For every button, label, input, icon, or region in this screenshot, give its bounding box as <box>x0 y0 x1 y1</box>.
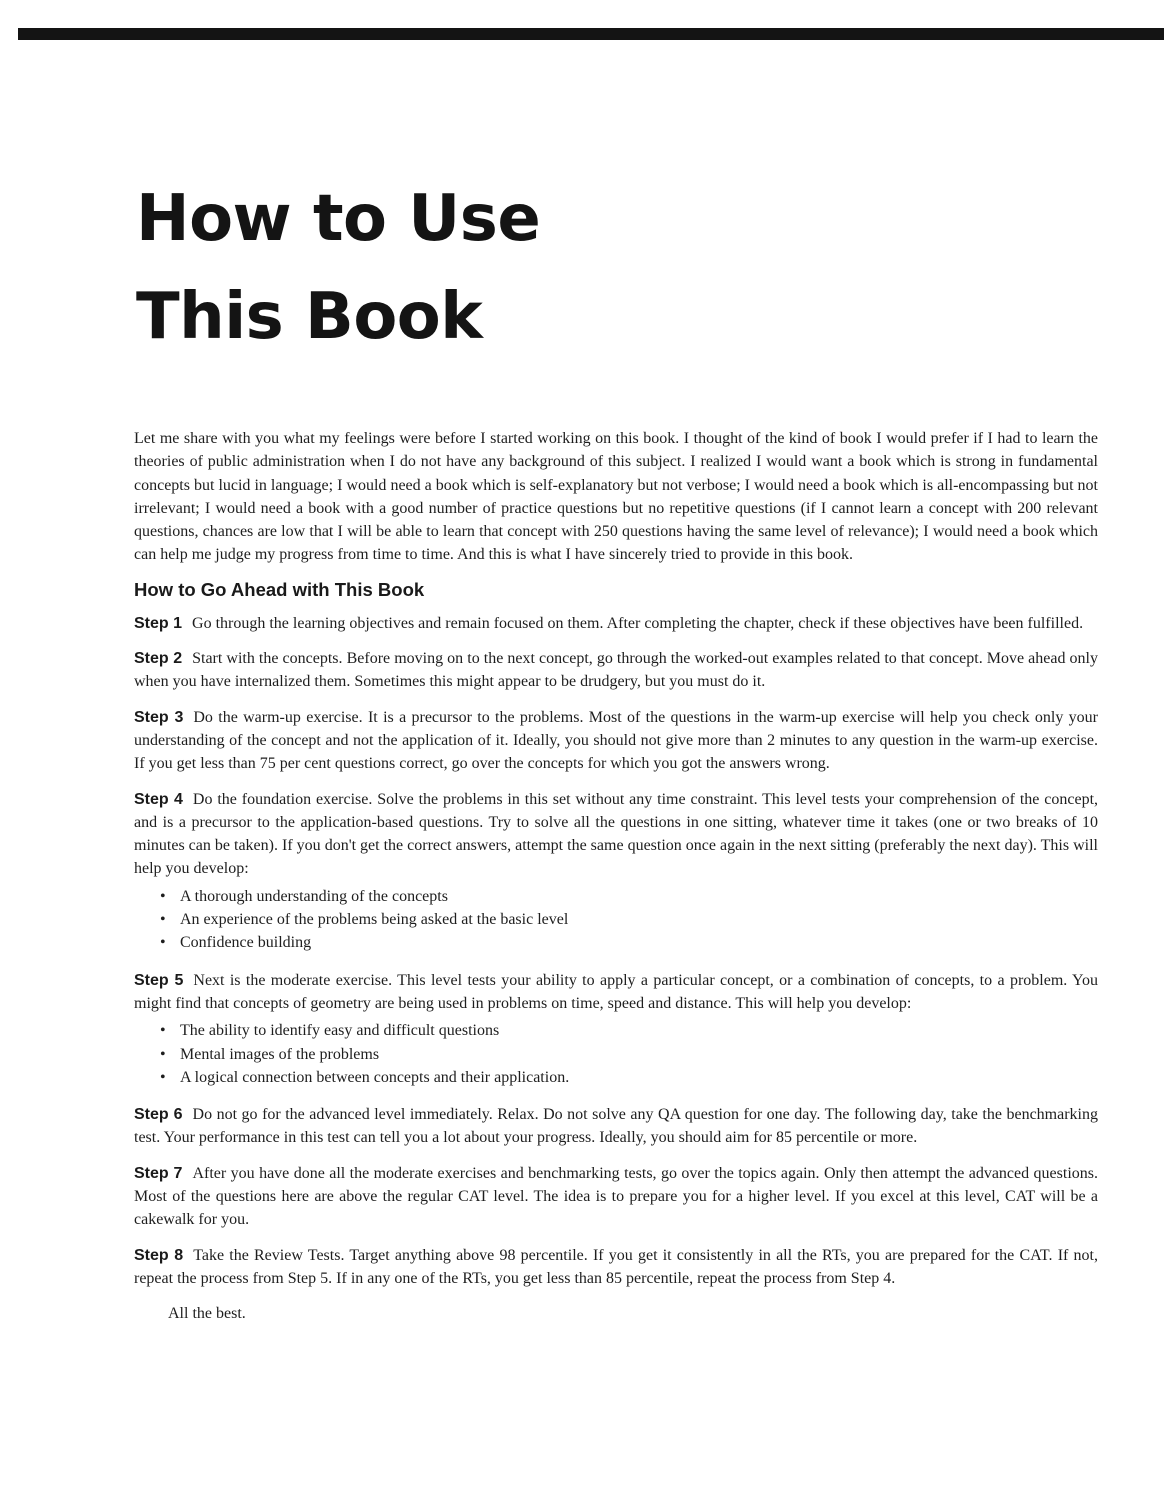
bullet-icon: • <box>160 1068 166 1086</box>
top-rule <box>18 28 1164 40</box>
list-item <box>160 1043 1098 1066</box>
list-item <box>160 931 1098 954</box>
list-item <box>160 885 1098 908</box>
list-item <box>160 908 1098 931</box>
step-label: Step 3 <box>134 708 184 726</box>
step-text: Do the warm-up exercise. It is a precursor to the problems. Most of the questions in the warm-up exercise will help you check only your understanding of the concept and not the application of it. Ideally, you should not give more than 2 minutes to any question in the warm-up exercise. If you get less than 75 per cent questions correct, go over the concepts for which you got the answers wrong. <box>134 708 1099 773</box>
list-item-text: A logical connection between concepts and their application. <box>180 1068 570 1086</box>
step-label: Step 6 <box>134 1106 183 1124</box>
step-6 <box>134 1103 1098 1150</box>
closing-line: All the best. <box>168 1305 246 1323</box>
step-label: Step 2 <box>134 650 183 668</box>
list-item-text: Confidence building <box>180 934 312 952</box>
bullet-icon: • <box>160 1022 166 1040</box>
step-1 <box>134 612 1098 635</box>
step-label: Step 1 <box>134 614 183 632</box>
bullet-icon: • <box>160 911 166 929</box>
list-item-text: A thorough understanding of the concepts <box>180 887 448 905</box>
step-text: Do not go for the advanced level immediately. Relax. Do not solve any QA question for one day. The following day, take the benchmarking test. Your performance in this test can tell you a lot about your progress. Ideally, you should aim for 85 percentile or more. <box>134 1106 1099 1147</box>
bullet-icon: • <box>160 887 166 905</box>
step-text: Do the foundation exercise. Solve the problems in this set without any time constraint. This level tests your comprehension of the concept, and is a precursor to the application-based questions. Try to solve all the questions in one sitting, whatever time it takes (one or two breaks of 10 minutes can be taken). If you don't get the correct answers, attempt the same question once again in the next sitting (preferably the next day). This will help you develop: <box>134 790 1099 878</box>
bullet-icon: • <box>160 1045 166 1063</box>
step-7 <box>134 1162 1098 1232</box>
bullet-icon: • <box>160 934 166 952</box>
step-text: Go through the learning objectives and remain focused on them. After completing the chapter, check if these objectives have been fulfilled. <box>192 614 1084 632</box>
intro-paragraph: Let me share with you what my feelings were before I started working on this book. I thought of the kind of book I would prefer if I had to learn the theories of public administration when I do not have any background of this subject. I realized I would want a book which is strong in fundamental concepts but lucid in language; I would need a book which is self-explanatory but not verbose; I would need a book which is all-encompassing but not irrelevant; I would need a book with a good number of practice questions but no repetitive questions (if I cannot learn a concept with 200 relevant questions, chances are low that I will be able to learn that concept with 250 questions having the same level of relevance); I would need a book which can help me judge my progress from time to time. And this is what I have sincerely tried to provide in this book. <box>134 430 1098 564</box>
step-label: Step 5 <box>134 971 184 989</box>
step-5 <box>134 969 1098 1016</box>
step-text: Next is the moderate exercise. This level tests your ability to apply a particular concept, or a combination of concepts, to a problem. You might find that concepts of geometry are being used in problems on time, speed and distance. This will help you develop: <box>134 971 1099 1012</box>
step-2 <box>134 647 1098 694</box>
section-heading: How to Go Ahead with This Book <box>134 578 425 600</box>
list-item <box>160 1019 1098 1042</box>
step-text: Take the Review Tests. Target anything above 98 percentile. If you get it consistently in all the RTs, you are prepared for the CAT. If not, repeat the process from Step 5. If in any one of the RTs, you get less than 85 percentile, repeat the process from Step 4. <box>134 1246 1099 1287</box>
list-item <box>160 1066 1098 1089</box>
list-item-text: The ability to identify easy and difficult questions <box>180 1022 500 1040</box>
step-4 <box>134 788 1098 881</box>
step-5-bullet-list <box>134 1019 1098 1089</box>
step-8 <box>134 1244 1098 1291</box>
page-title-line-1: How to Use <box>136 182 541 256</box>
step-text: After you have done all the moderate exercises and benchmarking tests, go over the topics again. Only then attempt the advanced questions. Most of the questions here are above the regular CAT level. The idea is to prepare you for a higher level. If you excel at this level, CAT will be a cakewalk for you. <box>134 1164 1099 1229</box>
step-text: Start with the concepts. Before moving on to the next concept, go through the worked-out examples related to that concept. Move ahead only when you have internalized them. Sometimes this might appear to be drudgery, but you must do it. <box>134 650 1098 691</box>
step-label: Step 8 <box>134 1246 184 1264</box>
list-item-text: Mental images of the problems <box>180 1045 380 1063</box>
step-4-bullet-list <box>134 885 1098 955</box>
body-content <box>134 427 1098 1326</box>
list-item-text: An experience of the problems being asked at the basic level <box>180 911 569 929</box>
step-3 <box>134 706 1098 776</box>
step-label: Step 4 <box>134 790 183 808</box>
page-title <box>136 170 540 366</box>
step-label: Step 7 <box>134 1164 183 1182</box>
page-title-line-2: This Book <box>136 280 483 354</box>
